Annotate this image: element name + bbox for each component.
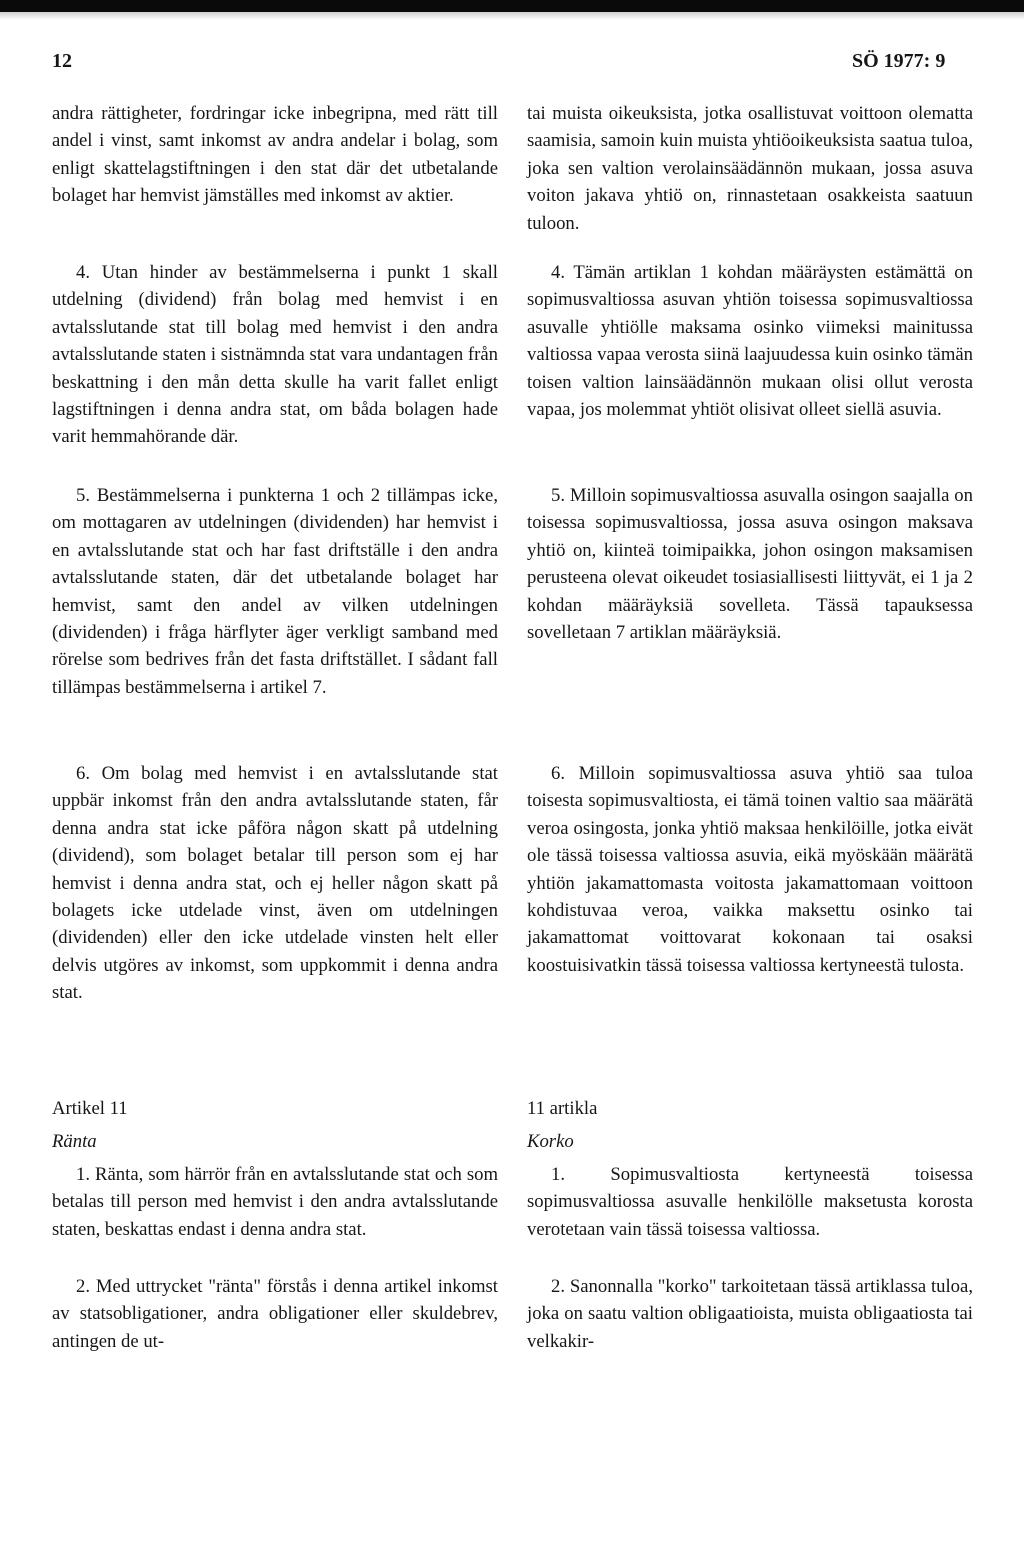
swedish-intro-paragraph: andra rättigheter, fordringar icke inbegripna, med rätt till andel i vinst, samt inkomst av andra andelar i bolag, som enligt skattelagstiftningen i den stat där det utbetalande bolaget har hemvist jämställes med inkomst av aktier. xyxy=(52,103,498,207)
document-reference: SÖ 1977: 9 xyxy=(852,50,946,72)
finnish-intro-paragraph: tai muista oikeuksista, jotka osallistuvat voittoon olematta saamisia, samoin kuin muista yhtiöoikeuksista saatua tuloa, joka sen valtion verolainsäädännön mukaan, jossa asuva voiton jakava yhtiö on, rinnastetaan osakkeista saatuun tuloon. xyxy=(527,103,973,234)
finnish-article-title: 11 artikla xyxy=(527,1098,598,1119)
finnish-paragraph-4: 4. Tämän artiklan 1 kohdan määräysten estämättä on sopimusvaltiossa asuvan yhtiön toisessa sopimusvaltiossa asuvalle yhtiölle maksama osinko viimeksi mainitussa valtiossa vapaa verosta siinä laajuudessa kuin osinko tämän toisen valtion lainsäädännön mukaan olisi ollut verosta vapaa, jos molemmat yhtiöt olisivat olleet siellä asuvia. xyxy=(527,262,973,421)
swedish-article-subtitle: Ränta xyxy=(52,1131,97,1152)
swedish-paragraph-6: 6. Om bolag med hemvist i en avtalsslutande stat uppbär inkomst från den andra avtalsslutande staten, får denna andra stat icke påföra någon skatt på utdelning (dividend), som bolaget betalar till person som ej har hemvist i denna andra stat, och ej heller någon skatt på bolagets icke utdelade vinst, även om utdelningen (dividenden) eller den icke utdelade vinsten helt eller delvis utgöres av inkomst, som uppkommit i denna andra stat. xyxy=(52,763,498,1004)
swedish-article-paragraph-2: 2. Med uttrycket "ränta" förstås i denna artikel inkomst av statsobligationer, andra obligationer eller skuldebrev, antingen de ut- xyxy=(52,1276,498,1352)
swedish-paragraph-5: 5. Bestämmelserna i punkterna 1 och 2 tillämpas icke, om mottagaren av utdelningen (dividenden) har hemvist i en avtalsslutande stat och har fast driftställe i den andra avtalsslutande staten, där det utbetalande bolaget har hemvist, samt den andel av vilken utdelningen (dividenden) i fråga härflyter äger verkligt samband med rörelse som bedrives från det fasta driftstället. I sådant fall tillämpas bestämmelserna i artikel 7. xyxy=(52,485,498,698)
swedish-article-title: Artikel 11 xyxy=(52,1098,128,1119)
finnish-paragraph-6: 6. Milloin sopimusvaltiossa asuva yhtiö saa tuloa toisesta sopimusvaltiosta, ei tämä toinen valtio saa määrätä veroa osingosta, jonka yhtiö maksaa henkilöille, jotka eivät ole tässä toisessa valtiossa asuvia, eikä myöskään määrätä yhtiön jakamattomasta voitosta jakamattomaan voittoon kohdistuvaa veroa, vaikka maksettu osinko tai jakamattomat voittovarat kokonaan tai osaksi koostuisivatkin tässä toisessa valtiossa kertyneestä tulosta. xyxy=(527,763,973,976)
finnish-article-paragraph-1: 1. Sopimusvaltiosta kertyneestä toisessa sopimusvaltiossa asuvalle henkilölle maksetusta korosta verotetaan vain tässä toisessa valtiossa. xyxy=(527,1164,973,1240)
scan-top-shadow xyxy=(0,12,1024,20)
finnish-paragraph-5: 5. Milloin sopimusvaltiossa asuvalla osingon saajalla on toisessa sopimusvaltiossa, jossa asuva osingon maksava yhtiö on, kiinteä toimipaikka, johon osingon maksamisen perusteena olevat oikeudet tosiasiallisesti liittyvät, ei 1 ja 2 kohdan määräyksiä sovelleta. Tässä tapauksessa sovelletaan 7 artiklan määräyksiä. xyxy=(527,485,973,644)
finnish-article-paragraph-2: 2. Sanonnalla "korko" tarkoitetaan tässä artiklassa tuloa, joka on saatu valtion obligaatioista, muista obligaatiosta tai velkakir- xyxy=(527,1276,973,1352)
scan-top-border xyxy=(0,0,1024,12)
swedish-paragraph-4: 4. Utan hinder av bestämmelserna i punkt 1 skall utdelning (dividend) från bolag med hemvist i en avtalsslutande stat till bolag med hemvist i den andra avtalsslutande staten i sistnämnda stat vara undantagen från beskattning i den mån detta skulle ha varit fallet enligt lagstiftningen i denna andra stat, om båda bolagen hade varit hemmahörande där. xyxy=(52,262,498,448)
finnish-article-subtitle: Korko xyxy=(527,1131,574,1152)
swedish-article-paragraph-1: 1. Ränta, som härrör från en avtalsslutande stat och som betalas till person med hemvist i den andra avtalsslutande staten, beskattas endast i denna andra stat. xyxy=(52,1164,498,1240)
page-number: 12 xyxy=(52,50,72,72)
